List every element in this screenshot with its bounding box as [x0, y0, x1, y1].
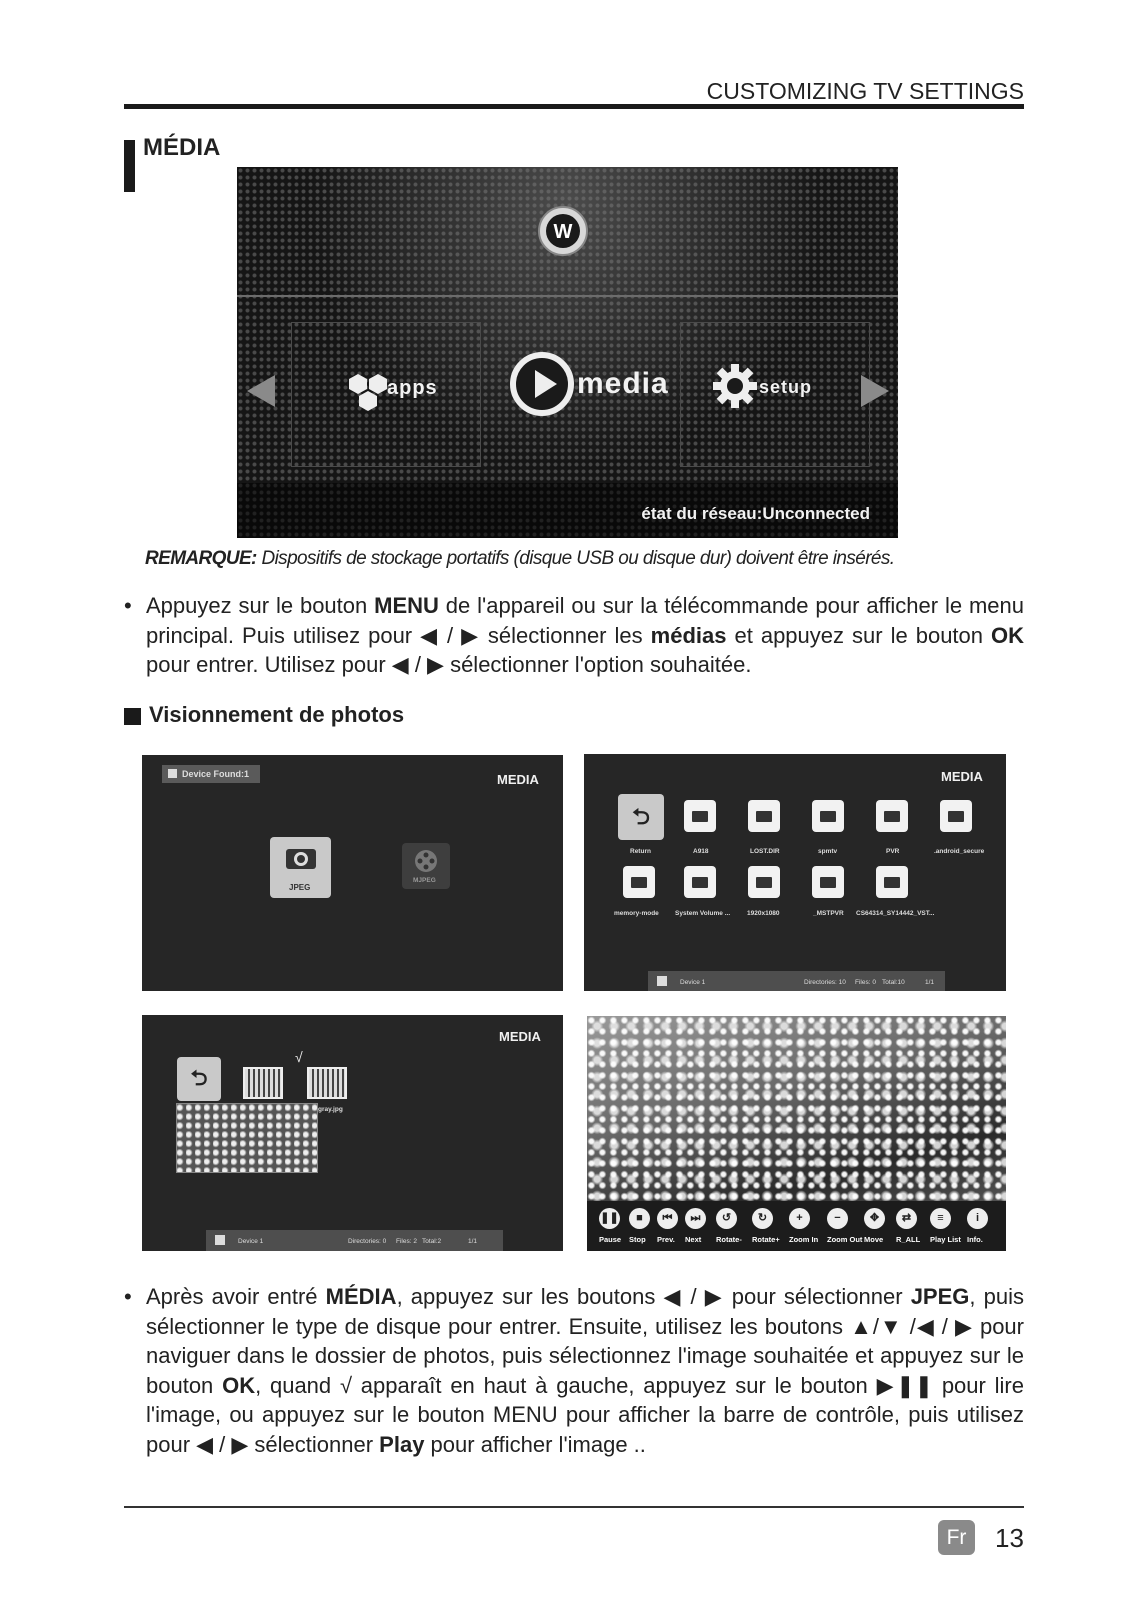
usb-icon [215, 1235, 225, 1245]
photo-image [587, 1016, 1006, 1206]
folder-browser-screenshot [584, 754, 1006, 991]
text: pour entrer. Utilisez pour ◀ / ▶ sélectionner l'option souhaitée. [146, 652, 752, 677]
photo-viewer-screenshot [587, 1016, 1006, 1251]
text: Appuyez sur le bouton [146, 593, 375, 618]
total-count: Total:2 [422, 1238, 442, 1245]
control-label: Rotate- [716, 1235, 742, 1244]
folder-label: _MSTPVR [813, 910, 844, 917]
folder-label: CS64314_SY14442_VST... [856, 910, 935, 917]
control-zoom-out-icon[interactable]: − [827, 1208, 848, 1229]
control-rotate-icon[interactable]: ↺ [716, 1208, 737, 1229]
control-label: Move [864, 1235, 884, 1244]
network-status: état du réseau:Unconnected [641, 504, 870, 523]
control-label: Zoom In [789, 1235, 819, 1244]
folder-icon[interactable] [684, 866, 716, 898]
photo-thumbnail[interactable] [243, 1067, 283, 1099]
file-name: gray.jpg [318, 1106, 343, 1113]
control-pause-icon[interactable]: ❚❚ [599, 1208, 620, 1229]
note-label: REMARQUE: [145, 548, 257, 569]
control-label: Stop [629, 1235, 646, 1244]
checkmark: √ [295, 1049, 303, 1065]
section-marker [124, 140, 135, 192]
control-next-icon[interactable]: ⏭ [685, 1208, 706, 1229]
status-bar [206, 1230, 503, 1251]
folder-icon[interactable] [876, 800, 908, 832]
bold-text: médias [650, 622, 727, 648]
bold-text: MÉDIA [325, 1284, 397, 1309]
control-label: Info. [967, 1235, 983, 1244]
footer-rule [124, 1506, 1024, 1508]
bullet: • [124, 593, 132, 618]
folder-label: Return [630, 848, 651, 855]
bold-text: OK [222, 1372, 256, 1398]
tv-menu-screenshot [237, 167, 898, 538]
note-text: Dispositifs de stockage portatifs (disque USB ou disque dur) doivent être insérés. [256, 548, 895, 569]
bold-text: MENU [374, 593, 439, 618]
files-count: Files: 2 [396, 1238, 417, 1245]
menu-item-setup[interactable]: setup [759, 377, 813, 397]
text: , quand √ apparaît en haut à gauche, appuyez sur le bouton ▶❚❚ pour lire l'image, ou appuyez sur le bouton MENU pour afficher la barre de contrôle, puis utilisez pour ◀ / ▶ sélectionner [146, 1372, 1024, 1457]
folder-label: A918 [693, 848, 709, 855]
usb-icon [168, 769, 177, 778]
arrow-left-icon[interactable] [243, 373, 279, 409]
return-icon[interactable]: ⮌ [618, 794, 664, 840]
folder-label: PVR [886, 848, 900, 855]
device-label: Device 1 [680, 979, 706, 986]
control-move-icon[interactable]: ✥ [864, 1208, 885, 1229]
bullet: • [124, 1284, 132, 1309]
media-title: MEDIA [941, 769, 983, 784]
total-count: Total:10 [882, 979, 905, 986]
folder-icon[interactable] [876, 866, 908, 898]
text: pour afficher l'image .. [424, 1431, 646, 1457]
control-prev-icon[interactable]: ⏮ [657, 1208, 678, 1229]
files-count: Files: 0 [855, 979, 876, 986]
film-reel-icon [414, 849, 438, 873]
usb-icon [657, 976, 667, 986]
folder-icon[interactable] [748, 800, 780, 832]
control-play-list-icon[interactable]: ≡ [930, 1208, 951, 1229]
control-label: Pause [599, 1235, 622, 1244]
device-found-badge [162, 765, 260, 783]
note [145, 548, 894, 570]
media-title: MEDIA [497, 772, 539, 787]
section-title: MÉDIA [143, 134, 221, 161]
folder-label: spmtv [818, 848, 838, 855]
svg-text:W: W [553, 221, 573, 243]
media-title: MEDIA [499, 1029, 541, 1044]
folder-icon[interactable] [940, 800, 972, 832]
device-label: Device 1 [238, 1238, 264, 1245]
folder-label: memory-mode [614, 910, 659, 917]
control-stop-icon[interactable]: ■ [629, 1208, 650, 1229]
menu-item-media[interactable]: media [577, 367, 669, 400]
bold-text: JPEG [910, 1284, 970, 1309]
photo-thumbnail[interactable] [307, 1067, 347, 1099]
folder-label: .android_secure [934, 848, 985, 855]
page-header: CUSTOMIZING TV SETTINGS [706, 78, 1024, 104]
mjpeg-label: MJPEG [413, 877, 436, 884]
text: et appuyez sur le bouton [726, 622, 992, 648]
arrow-right-icon[interactable] [857, 373, 893, 409]
photo-list-screenshot [142, 1015, 563, 1251]
page-indicator: 1/1 [925, 979, 935, 986]
bold-text: OK [991, 622, 1025, 648]
control-info-icon[interactable]: i [967, 1208, 988, 1229]
text: , puis sélectionner le type de disque pour entrer. Ensuite, utilisez les boutons ▲/▼ /◀ / ▶ pour naviguer dans le dossier de photos, puis sélectionnez l'image souhaitée et appuyez sur le bouton [146, 1284, 1024, 1398]
gear-icon [712, 363, 758, 409]
page-indicator: 1/1 [468, 1238, 478, 1245]
photo-preview [176, 1103, 318, 1173]
page-number: 13 [995, 1523, 1024, 1553]
hexagon-apps-icon [345, 372, 393, 414]
folder-icon[interactable] [812, 866, 844, 898]
control-label: Zoom Out [827, 1235, 863, 1244]
control-r-all-icon[interactable]: ⇄ [896, 1208, 917, 1229]
folder-label: System Volume ... [675, 910, 731, 917]
folder-icon[interactable] [684, 800, 716, 832]
menu-item-apps[interactable]: apps [387, 377, 438, 399]
control-label: Rotate+ [752, 1235, 780, 1244]
status-bar [648, 971, 945, 991]
text: , appuyez sur les boutons ◀ / ▶ pour sélectionner [396, 1284, 911, 1309]
folder-icon[interactable] [748, 866, 780, 898]
bold-text: Play [379, 1431, 425, 1457]
control-label: R_ALL [896, 1235, 921, 1244]
play-circle-icon [509, 351, 575, 417]
header-rule [124, 104, 1024, 109]
return-icon[interactable]: ⮌ [177, 1057, 221, 1101]
control-label: Prev. [657, 1235, 675, 1244]
control-rotate-icon[interactable]: ↻ [752, 1208, 773, 1229]
control-label: Next [685, 1235, 702, 1244]
folder-label: 1920x1080 [747, 910, 780, 917]
folder-icon[interactable] [623, 866, 655, 898]
directories-count: Directories: 10 [804, 979, 846, 986]
westinghouse-logo-icon [537, 205, 589, 257]
jpeg-label: JPEG [289, 883, 311, 892]
control-zoom-in-icon[interactable]: + [789, 1208, 810, 1229]
folder-label: LOST.DIR [750, 848, 780, 855]
text: de l'appareil ou sur la télécommande pour afficher le menu principal. Puis utilisez pour ◀ / ▶ sélectionner les [146, 593, 1024, 648]
subsection-marker [124, 708, 141, 725]
text: Après avoir entré [146, 1284, 326, 1309]
directories-count: Directories: 0 [348, 1238, 387, 1245]
jpeg-option[interactable] [270, 837, 331, 898]
device-found-label: Device Found:1 [182, 769, 250, 779]
mjpeg-option[interactable] [402, 843, 450, 889]
folder-icon[interactable] [812, 800, 844, 832]
control-label: Play List [930, 1235, 961, 1244]
subsection-title: Visionnement de photos [149, 702, 405, 727]
media-type-screenshot [142, 755, 563, 991]
camera-icon [285, 845, 317, 871]
language-badge: Fr [938, 1520, 975, 1555]
divider [237, 295, 898, 297]
